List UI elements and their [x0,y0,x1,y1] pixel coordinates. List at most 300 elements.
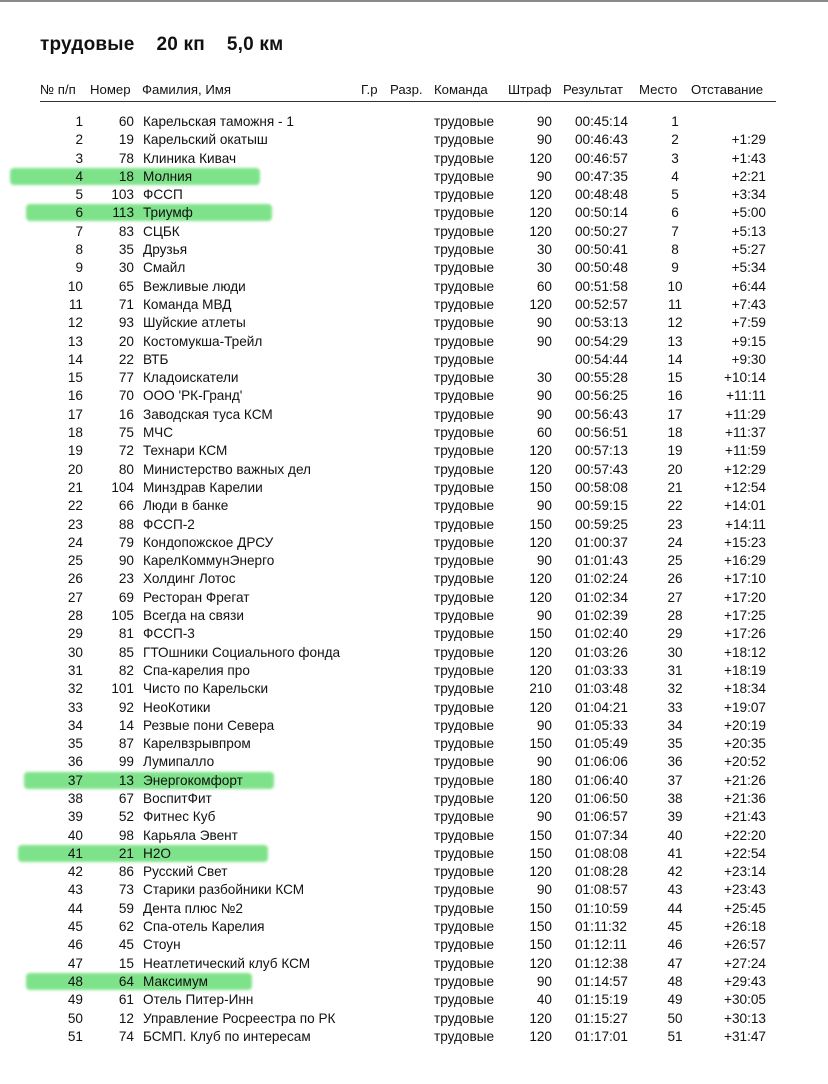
cell-place: 48 [667,973,683,989]
table-row [0,223,828,241]
cell-num: 46 [67,937,83,953]
cell-name: H2O [143,845,171,861]
cell-penalty: 90 [536,553,552,569]
cell-num: 5 [75,187,83,203]
cell-team: трудовые [434,114,495,129]
cell-place: 45 [667,919,683,935]
cell-result: 01:02:34 [575,589,628,605]
cell-num: 23 [67,516,83,532]
cell-name: Отель Питер-Инн [143,992,254,1008]
cell-place: 26 [667,571,683,587]
cell-gap: +25:45 [724,900,766,916]
cell-penalty: 150 [529,900,552,916]
table-row [0,351,828,369]
cell-name: Вежливые люди [143,278,246,294]
cell-penalty: 90 [536,754,552,770]
cell-bib: 82 [118,662,134,678]
cell-num: 47 [67,955,83,971]
cell-bib: 60 [118,114,134,129]
cell-place: 38 [667,790,683,806]
cell-gap: +11:29 [725,406,766,422]
cell-name: Технари КСМ [143,443,228,459]
cell-num: 6 [75,205,83,221]
cell-name: Молния [143,168,193,184]
table-row [0,863,828,881]
cell-bib: 22 [118,351,134,367]
cell-penalty: 120 [529,187,552,203]
cell-penalty: 90 [536,315,552,331]
cell-num: 15 [67,370,83,386]
cell-place: 19 [667,443,683,459]
cell-team: трудовые [434,443,495,459]
table-row [0,589,828,607]
cell-penalty: 90 [536,498,552,514]
cell-penalty: 120 [529,644,552,660]
cell-place: 39 [667,809,683,825]
cell-bib: 12 [118,1010,134,1026]
table-row [0,900,828,918]
cell-penalty: 150 [529,919,552,935]
cell-name: Управление Росреестра по РК [143,1010,336,1026]
row-highlight [10,168,260,185]
table-row [0,699,828,717]
cell-num: 29 [67,626,83,642]
table-row [0,955,828,973]
cell-result: 00:57:43 [575,461,628,477]
cell-gap: +30:05 [724,992,766,1008]
table-row [0,461,828,479]
cell-gap: +15:23 [724,534,766,550]
cell-result: 01:12:38 [575,955,628,971]
cell-team: трудовые [434,315,495,331]
cell-gap: +17:26 [724,626,766,642]
cell-num: 38 [67,790,83,806]
cell-team: трудовые [434,973,495,989]
cell-name: Карельская таможня - 1 [143,114,294,129]
cell-place: 36 [667,754,683,770]
cell-num: 31 [67,662,83,678]
cell-result: 00:59:15 [575,498,628,514]
cell-gap: +11:11 [726,388,766,404]
cell-result: 01:05:33 [575,717,628,733]
cell-name: Спа-отель Карелия [143,919,265,935]
cell-num: 21 [67,479,83,495]
cell-gap: +27:24 [724,955,766,971]
cell-name: ФССП-3 [143,626,195,642]
cell-penalty: 90 [536,114,552,129]
cell-penalty: 90 [536,973,552,989]
cell-gap: +14:11 [725,516,766,532]
cell-place: 7 [671,223,679,239]
cell-result: 01:02:24 [575,571,628,587]
cell-place: 11 [667,296,683,312]
cell-gap: +7:43 [731,296,766,312]
cell-result: 01:07:34 [575,827,628,843]
cell-team: трудовые [434,534,495,550]
table-row [0,534,828,552]
cell-result: 01:11:32 [575,919,627,935]
cell-name: ФССП-2 [143,516,195,532]
cell-bib: 75 [118,425,134,441]
table-row [0,241,828,259]
cell-team: трудовые [434,187,495,203]
cell-gap: +18:12 [724,644,766,660]
cell-penalty: 30 [536,260,552,276]
cell-penalty: 120 [529,589,552,605]
cell-result: 01:02:40 [575,626,628,642]
title-distance: 5,0 км [226,34,284,55]
cell-team: трудовые [434,1010,495,1026]
cell-team: трудовые [434,223,495,239]
cell-num: 22 [67,498,83,514]
table-row [0,314,828,332]
page-title [40,34,305,56]
cell-team: трудовые [434,278,495,294]
cell-gap: +19:07 [724,699,766,715]
cell-bib: 80 [118,461,134,477]
cell-gap: +22:54 [724,845,766,861]
cell-name: БСМП. Клуб по интересам [143,1028,311,1044]
cell-bib: 88 [118,516,134,532]
cell-team: трудовые [434,479,495,495]
cell-penalty: 150 [529,479,552,495]
cell-result: 01:17:01 [575,1028,628,1044]
cell-bib: 101 [111,681,134,697]
cell-place: 27 [667,589,683,605]
cell-name: Русский Свет [143,864,228,880]
cell-bib: 71 [118,296,134,312]
cell-place: 37 [667,772,683,788]
cell-team: трудовые [434,425,495,441]
cell-name: ФССП [143,187,183,203]
cell-bib: 67 [118,790,134,806]
cell-place: 10 [667,278,683,294]
table-row [0,808,828,826]
cell-team: трудовые [434,553,495,569]
cell-place: 20 [667,461,683,477]
table-row [0,881,828,899]
cell-name: Дента плюс №2 [143,900,243,916]
cell-place: 12 [667,315,683,331]
cell-gap: +20:35 [724,736,766,752]
cell-result: 01:10:59 [575,900,628,916]
cell-team: трудовые [434,937,495,953]
cell-num: 10 [67,278,83,294]
cell-bib: 98 [118,827,134,843]
cell-team: трудовые [434,132,495,148]
cell-num: 4 [75,168,83,184]
cell-num: 8 [75,242,83,258]
cell-penalty: 40 [536,992,552,1008]
cell-penalty: 90 [536,168,552,184]
table-row [0,333,828,351]
cell-num: 41 [67,845,83,861]
table-row [0,827,828,845]
cell-num: 34 [67,717,83,733]
cell-penalty: 120 [529,790,552,806]
cell-team: трудовые [434,790,495,806]
cell-bib: 16 [118,406,134,422]
cell-name: Старики разбойники КСМ [143,882,305,898]
cell-result: 01:14:57 [575,973,628,989]
cell-gap: +5:00 [731,205,766,221]
cell-result: 00:58:08 [575,479,628,495]
cell-name: Стоун [143,937,181,953]
cell-team: трудовые [434,626,495,642]
cell-penalty: 150 [529,827,552,843]
cell-bib: 14 [118,717,134,733]
cell-num: 37 [67,772,83,788]
cell-place: 49 [667,992,683,1008]
cell-place: 32 [667,681,683,697]
table-row [0,296,828,314]
cell-bib: 104 [111,479,134,495]
table-row [0,168,828,186]
top-border [0,0,828,2]
cell-penalty: 120 [529,205,552,221]
cell-gap: +5:27 [731,242,766,258]
table-row [0,845,828,863]
cell-bib: 90 [118,553,134,569]
cell-bib: 93 [118,315,134,331]
cell-name: Друзья [143,242,188,258]
table-row [0,607,828,625]
cell-bib: 20 [118,333,134,349]
col-gap-header: Отставание [691,82,764,97]
cell-gap: +1:29 [731,132,766,148]
cell-penalty: 90 [536,882,552,898]
cell-name: Лумипалло [143,754,215,770]
cell-team: трудовые [434,644,495,660]
cell-result: 00:47:35 [575,168,628,184]
cell-result: 00:56:25 [575,388,628,404]
cell-bib: 30 [118,260,134,276]
cell-gap: +5:13 [731,223,766,239]
cell-result: 01:15:19 [575,992,628,1008]
cell-penalty: 150 [529,845,552,861]
table-row [0,625,828,643]
cell-penalty: 150 [529,626,552,642]
cell-place: 29 [667,626,683,642]
cell-num: 25 [67,553,83,569]
table-row [0,973,828,991]
cell-team: трудовые [434,242,495,258]
table-row [0,479,828,497]
table-row [0,644,828,662]
table-row [0,387,828,405]
cell-name: Кладоискатели [143,370,239,386]
cell-place: 46 [667,937,683,953]
cell-result: 01:03:26 [575,644,628,660]
title-checkpoints: 20 кп [156,34,205,55]
table-row [0,369,828,387]
cell-penalty: 90 [536,333,552,349]
cell-bib: 64 [118,973,134,989]
cell-place: 17 [667,406,683,422]
cell-result: 00:46:57 [575,150,628,166]
table-row [0,772,828,790]
cell-place: 42 [667,864,683,880]
cell-team: трудовые [434,333,495,349]
cell-bib: 45 [118,937,134,953]
table-row [0,131,828,149]
cell-gap: +23:43 [724,882,766,898]
cell-penalty: 120 [529,443,552,459]
cell-name: Чисто по Карельски [143,681,269,697]
cell-place: 9 [671,260,679,276]
cell-team: трудовые [434,717,495,733]
cell-penalty: 150 [529,736,552,752]
cell-name: Заводская туса КСМ [143,406,273,422]
cell-result: 01:05:49 [575,736,628,752]
cell-place: 23 [667,516,683,532]
cell-bib: 52 [118,809,134,825]
cell-team: трудовые [434,296,495,312]
cell-bib: 92 [118,699,134,715]
cell-result: 01:00:37 [575,534,628,550]
cell-gap: +9:30 [731,351,766,367]
cell-result: 00:50:27 [575,223,628,239]
cell-bib: 23 [118,571,134,587]
cell-name: ВТБ [143,351,169,367]
col-bib-header: Номер [90,82,131,97]
table-row [0,753,828,771]
cell-team: трудовые [434,589,495,605]
cell-place: 14 [667,351,683,367]
cell-result: 01:06:50 [575,790,628,806]
cell-team: трудовые [434,498,495,514]
cell-gap: +11:37 [725,425,766,441]
cell-team: трудовые [434,351,495,367]
cell-name: Шуйские атлеты [143,315,246,331]
cell-bib: 86 [118,864,134,880]
cell-num: 48 [67,973,83,989]
cell-penalty: 120 [529,534,552,550]
table-row [0,552,828,570]
cell-result: 01:03:48 [575,681,628,697]
cell-result: 01:12:11 [575,937,627,953]
cell-result: 00:55:28 [575,370,628,386]
cell-penalty: 120 [529,223,552,239]
cell-place: 43 [667,882,683,898]
cell-result: 00:50:41 [575,242,628,258]
cell-gap: +26:18 [724,919,766,935]
cell-num: 27 [67,589,83,605]
cell-team: трудовые [434,150,495,166]
cell-team: трудовые [434,662,495,678]
table-row [0,735,828,753]
cell-place: 13 [667,333,683,349]
cell-result: 00:46:43 [575,132,628,148]
cell-penalty: 60 [536,425,552,441]
cell-name: НеоКотики [143,699,211,715]
cell-penalty: 120 [529,461,552,477]
cell-num: 14 [67,351,83,367]
cell-num: 12 [67,315,83,331]
cell-penalty: 120 [529,150,552,166]
cell-place: 16 [667,388,683,404]
cell-team: трудовые [434,608,495,624]
cell-name: Костомукша-Трейл [143,333,263,349]
cell-result: 01:15:27 [575,1010,628,1026]
cell-bib: 69 [118,589,134,605]
cell-num: 32 [67,681,83,697]
col-penalty-header: Штраф [508,82,552,97]
cell-num: 51 [67,1028,83,1044]
cell-num: 44 [67,900,83,916]
cell-penalty: 120 [529,662,552,678]
cell-name: КарелКоммунЭнерго [143,553,275,569]
cell-name: Триумф [143,205,193,221]
table-row [0,442,828,460]
cell-gap: +20:19 [724,717,766,733]
cell-gap: +20:52 [724,754,766,770]
cell-result: 01:08:08 [575,845,628,861]
table-row [0,680,828,698]
cell-gap: +21:36 [724,790,766,806]
cell-gap: +26:57 [724,937,766,953]
cell-num: 26 [67,571,83,587]
table-row [0,186,828,204]
cell-num: 16 [67,388,83,404]
cell-num: 39 [67,809,83,825]
cell-name: Спа-карелия про [143,662,250,678]
cell-gap: +7:59 [731,315,766,331]
cell-num: 35 [67,736,83,752]
cell-bib: 83 [118,223,134,239]
cell-place: 21 [667,479,683,495]
cell-penalty: 120 [529,955,552,971]
col-birth-header: Г.р [361,82,378,97]
cell-bib: 15 [118,955,134,971]
cell-place: 24 [667,534,683,550]
cell-num: 13 [67,333,83,349]
cell-gap: +17:25 [724,608,766,624]
cell-num: 49 [67,992,83,1008]
cell-num: 7 [75,223,83,239]
cell-result: 00:50:48 [575,260,628,276]
cell-gap: +5:34 [731,260,766,276]
cell-bib: 59 [118,900,134,916]
cell-num: 43 [67,882,83,898]
table-row [0,790,828,808]
cell-gap: +3:34 [731,187,766,203]
cell-team: трудовые [434,388,495,404]
cell-name: МЧС [143,425,174,441]
cell-name: Команда МВД [143,296,232,312]
cell-place: 51 [667,1028,683,1044]
cell-penalty: 120 [529,1028,552,1044]
cell-place: 22 [667,498,683,514]
cell-bib: 35 [118,242,134,258]
cell-team: трудовые [434,205,495,221]
cell-name: Смайл [143,260,186,276]
table-header [0,82,828,100]
cell-num: 3 [75,150,83,166]
col-num-header: № п/п [40,82,76,97]
cell-name: Люди в банке [143,498,229,514]
cell-bib: 18 [118,168,134,184]
cell-name: Карелвзрывпром [143,736,251,752]
table-row [0,278,828,296]
cell-gap: +1:43 [731,150,766,166]
cell-gap: +12:54 [724,479,766,495]
cell-result: 00:53:13 [575,315,628,331]
cell-team: трудовые [434,260,495,276]
cell-bib: 78 [118,150,134,166]
cell-gap: +21:43 [724,809,766,825]
cell-place: 8 [671,242,679,258]
